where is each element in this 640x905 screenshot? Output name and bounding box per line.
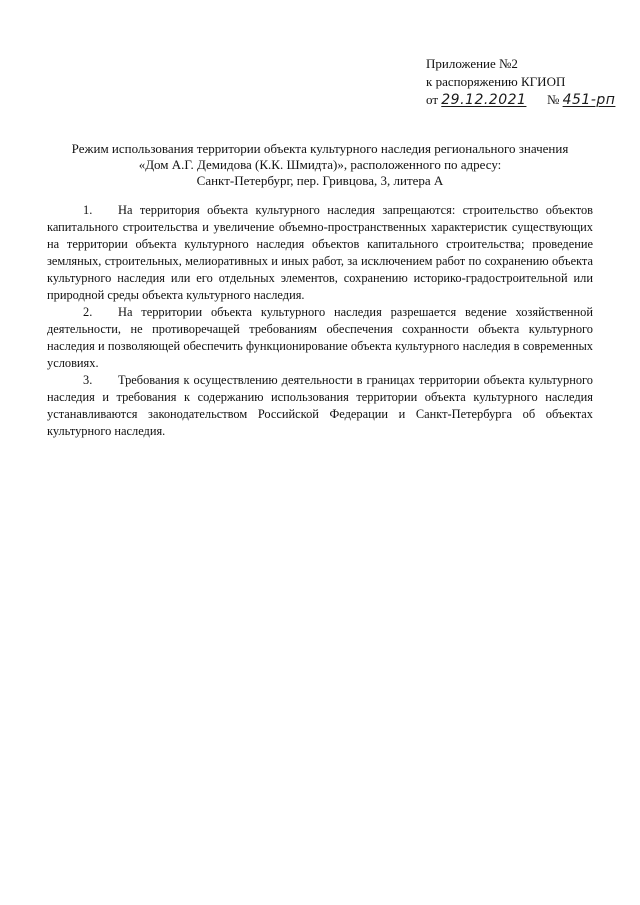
paragraph-text: На территории объекта культурного наследия разрешается ведение хозяйственной деятельности, не противоречащей требованиям обеспечения сохранности объекта культурного наследия и позволяющей обеспечить функционирование объекта культурного наследия в современных условиях. <box>47 305 593 370</box>
paragraph-number: 3. <box>83 373 93 387</box>
paragraph-1 <box>47 202 593 304</box>
paragraph-text: На территория объекта культурного наследия запрещаются: строительство объектов капитального строительства и увеличение объемно-пространственных характеристик существующих на территории объекта культурного наследия объектов капитального строительства; проведение земляных, строительных, мелиоративных и иных работ, за исключением работ по сохранению объекта культурного наследия или его отдельных элементов, сохранению историко-градостроительной или природной среды объекта культурного наследия. <box>47 203 593 302</box>
appendix-order-ref: к распоряжению КГИОП <box>426 74 566 89</box>
title-line-2: «Дом А.Г. Демидова (К.К. Шмидта)», расположенного по адресу: <box>138 157 502 172</box>
date-prefix: от <box>426 92 439 107</box>
handwritten-date: 29.12.2021 <box>441 92 527 108</box>
paragraph-text: Требования к осуществлению деятельности в границах территории объекта культурного наследия и требования к содержанию использования территории объекта культурного наследия устанавливаются законодательством Российской Федерации и Санкт-Петербурга об объектах культурного наследия. <box>47 373 593 438</box>
number-prefix: № <box>546 92 560 107</box>
title-line-3: Санкт-Петербург, пер. Гривцова, 3, литера А <box>196 173 444 188</box>
paragraph-2 <box>47 304 593 372</box>
title-line-1: Режим использования территории объекта культурного наследия регионального значения <box>71 141 569 156</box>
document-body <box>47 202 593 440</box>
handwritten-order-number: 451-рп <box>562 92 616 108</box>
appendix-title: Приложение №2 <box>426 56 518 71</box>
paragraph-3 <box>47 372 593 440</box>
document-title <box>40 141 600 189</box>
appendix-header <box>426 55 615 109</box>
appendix-date-line <box>426 91 615 109</box>
paragraph-number: 1. <box>83 203 93 217</box>
paragraph-number: 2. <box>83 305 93 319</box>
